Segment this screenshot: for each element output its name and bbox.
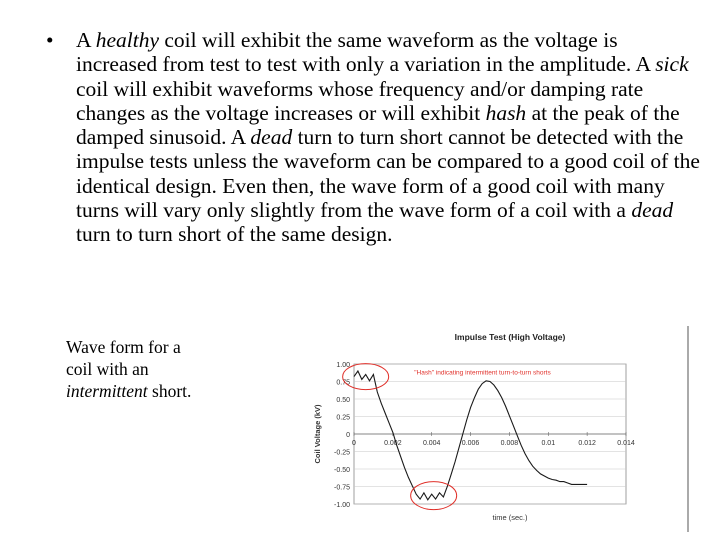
paragraph-emphasis: dead: [250, 125, 293, 150]
paragraph-emphasis: sick: [655, 52, 689, 77]
figure-caption: [66, 336, 226, 402]
bullet-paragraph: [76, 28, 700, 247]
x-tick-label: 0.008: [500, 440, 519, 447]
y-tick-label: 0.75: [336, 379, 350, 387]
impulse-chart: [296, 322, 696, 532]
caption-italic: intermittent: [66, 381, 148, 401]
chart-title: Impulse Test (High Voltage): [454, 332, 566, 342]
paragraph-emphasis: dead: [631, 198, 674, 223]
hash-ellipse-peak: [343, 364, 389, 390]
y-tick-label: -0.50: [334, 467, 350, 474]
y-axis-label: Coil Voltage (kV): [313, 404, 322, 464]
paragraph-text: at the peak of the damped sinusoid. A: [76, 100, 680, 150]
y-tick-label: 0.50: [336, 397, 350, 404]
paragraph-text: coil will exhibit waveforms whose frequency and/or damping rate changes as the voltage increases or will exhibit: [76, 76, 644, 125]
x-tick-label: 0.004: [422, 440, 441, 447]
y-tick-label: 0.25: [336, 414, 350, 422]
paragraph-emphasis: hash: [485, 100, 527, 125]
x-tick-label: 0.01: [541, 440, 556, 447]
slide-body: [40, 28, 700, 247]
caption-rest: short.: [147, 381, 192, 401]
y-tick-label: -1.00: [334, 502, 350, 509]
y-tick-label: -0.75: [334, 484, 350, 492]
caption-line-1: Wave form for a: [66, 337, 181, 357]
x-tick-label: 0.006: [461, 440, 480, 447]
chart-svg: [296, 322, 696, 532]
x-tick-label: 0: [352, 440, 356, 447]
y-tick-label: 1.00: [336, 362, 350, 369]
hash-annotation: "Hash" indicating intermittent turn-to-turn shorts: [414, 369, 551, 377]
y-tick-label: -0.25: [334, 449, 350, 457]
paragraph-text: turn to turn short of the same design.: [76, 222, 393, 247]
paragraph-text: coil will exhibit the same waveform as the voltage is increased from test to test with only a variation in the amplitude. A: [76, 28, 656, 77]
bullet-marker: •: [46, 28, 54, 52]
bullet-item: [40, 28, 700, 247]
x-axis-label: time (sec.): [492, 513, 528, 522]
caption-line-2: coil with an: [66, 359, 149, 379]
x-tick-label: 0.012: [578, 440, 596, 447]
paragraph-emphasis: healthy: [95, 28, 160, 52]
x-tick-label: 0.002: [384, 440, 402, 447]
paragraph-text: A: [76, 28, 96, 52]
x-tick-label: 0.014: [617, 440, 635, 447]
paragraph-text: turn to turn short cannot be detected with the impulse tests unless the waveform can be compared to a good coil of the identical design. Even then, the wave form of a good coil with many turns will vary only slightly from the wave form of a coil with a: [76, 125, 700, 223]
y-tick-label: 0: [346, 432, 350, 439]
